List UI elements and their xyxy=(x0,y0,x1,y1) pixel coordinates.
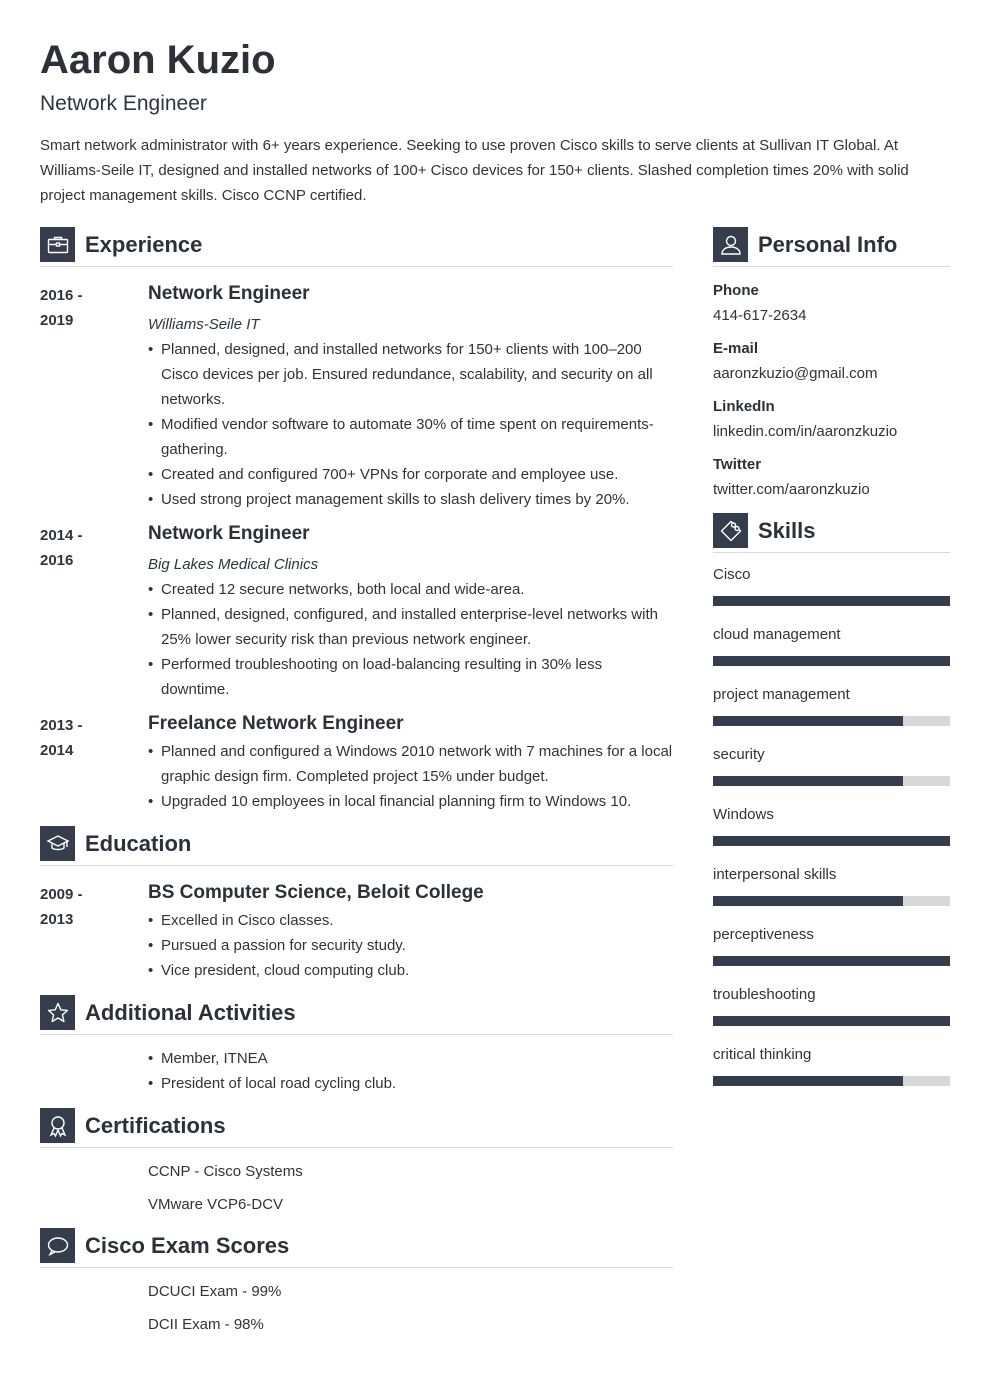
skill-name: interpersonal skills xyxy=(713,866,837,883)
skill-item xyxy=(713,1045,950,1086)
email-value: aaronzkuzio@gmail.com xyxy=(713,365,878,382)
activities-bullets xyxy=(148,1046,673,1096)
skill-level-bar xyxy=(713,776,950,786)
person-icon xyxy=(713,227,748,262)
skill-item xyxy=(713,805,950,846)
job-entry xyxy=(40,713,673,814)
certifications-header xyxy=(40,1108,673,1148)
list-item: • Performed troubleshooting on load-balancing resulting in 30% less downtime. xyxy=(148,652,673,702)
email-label: E-mail xyxy=(713,340,759,357)
list-item: • Upgraded 10 employees in local financial planning firm to Windows 10. xyxy=(148,789,673,814)
skill-name: Cisco xyxy=(713,566,751,583)
candidate-name: Aaron Kuzio xyxy=(40,38,276,82)
exam-scores-header xyxy=(40,1228,673,1268)
right-column xyxy=(713,227,950,1086)
skill-level-fill xyxy=(713,1076,903,1086)
skill-item xyxy=(713,865,950,906)
skill-level-fill xyxy=(713,776,903,786)
list-item: • President of local road cycling club. xyxy=(148,1071,673,1096)
experience-heading: Experience xyxy=(85,231,203,257)
skill-level-fill xyxy=(713,896,903,906)
skill-item xyxy=(713,565,950,606)
skill-level-bar xyxy=(713,1016,950,1026)
skill-name: troubleshooting xyxy=(713,986,816,1003)
skills-list xyxy=(713,565,950,1086)
list-item: • Pursued a passion for security study. xyxy=(148,933,673,958)
personal-info-heading: Personal Info xyxy=(758,231,898,257)
education-date: 2009 - 2013 xyxy=(40,886,83,928)
skill-level-bar xyxy=(713,656,950,666)
skill-level-bar xyxy=(713,1076,950,1086)
list-item: • Created and configured 700+ VPNs for corporate and employee use. xyxy=(148,462,673,487)
job-entry xyxy=(40,283,673,512)
graduation-cap-icon xyxy=(40,826,75,861)
skill-level-fill xyxy=(713,836,950,846)
job-bullets xyxy=(148,577,673,702)
skill-name: project management xyxy=(713,686,850,703)
linkedin-label: LinkedIn xyxy=(713,398,775,415)
twitter-value: twitter.com/aaronzkuzio xyxy=(713,481,870,498)
skill-level-fill xyxy=(713,1016,950,1026)
briefcase-icon xyxy=(40,227,75,262)
speech-bubble-icon xyxy=(40,1228,75,1263)
job-bullets xyxy=(148,337,673,512)
candidate-title: Network Engineer xyxy=(40,92,207,115)
skill-item xyxy=(713,925,950,966)
skill-item xyxy=(713,625,950,666)
job-date: 2016 - 2019 xyxy=(40,287,83,329)
skill-level-fill xyxy=(713,596,950,606)
exam-score-item: DCII Exam - 98% xyxy=(148,1316,264,1333)
award-ribbon-icon xyxy=(40,1108,75,1143)
list-item: • Planned, designed, and installed networks for 150+ clients with 100–200 Cisco devices per job. Ensured redundance, scalability, and security on all networks. xyxy=(148,337,673,412)
skills-header xyxy=(713,513,950,553)
education-entry xyxy=(40,882,673,983)
certifications-heading: Certifications xyxy=(85,1112,226,1138)
list-item: • Member, ITNEA xyxy=(148,1046,673,1071)
skills-heading: Skills xyxy=(758,517,816,543)
list-item: • Excelled in Cisco classes. xyxy=(148,908,673,933)
list-item: • Planned, designed, configured, and installed enterprise-level networks with 25% lower security risk than previous network engineer. xyxy=(148,602,673,652)
skill-item xyxy=(713,685,950,726)
certification-item: VMware VCP6-DCV xyxy=(148,1196,284,1213)
exam-score-item: DCUCI Exam - 99% xyxy=(148,1283,282,1300)
list-item: • Vice president, cloud computing club. xyxy=(148,958,673,983)
personal-info-header xyxy=(713,227,950,267)
activities-header xyxy=(40,995,673,1035)
job-entry xyxy=(40,523,673,702)
activities-heading: Additional Activities xyxy=(85,999,296,1025)
puzzle-icon xyxy=(713,513,748,548)
job-bullets xyxy=(148,739,673,814)
left-column xyxy=(40,227,673,1337)
experience-header xyxy=(40,227,673,267)
job-title: Network Engineer xyxy=(148,283,310,304)
skill-name: critical thinking xyxy=(713,1046,812,1063)
phone-label: Phone xyxy=(713,282,759,299)
skill-name: security xyxy=(713,746,765,763)
list-item: • Used strong project management skills to slash delivery times by 20%. xyxy=(148,487,673,512)
skill-level-bar xyxy=(713,896,950,906)
linkedin-value: linkedin.com/in/aaronzkuzio xyxy=(713,423,898,440)
skill-level-bar xyxy=(713,956,950,966)
job-title: Network Engineer xyxy=(148,523,310,544)
education-bullets xyxy=(148,908,673,983)
skill-level-bar xyxy=(713,836,950,846)
job-company: Big Lakes Medical Clinics xyxy=(148,556,319,573)
skill-item xyxy=(713,985,950,1026)
list-item: • Planned and configured a Windows 2010 network with 7 machines for a local graphic design firm. Completed project 15% under budget. xyxy=(148,739,673,789)
job-title: Freelance Network Engineer xyxy=(148,713,404,734)
phone-value: 414-617-2634 xyxy=(713,307,807,324)
skill-level-bar xyxy=(713,716,950,726)
skill-level-fill xyxy=(713,656,950,666)
degree-title: BS Computer Science, Beloit College xyxy=(148,882,484,903)
exam-scores-heading: Cisco Exam Scores xyxy=(85,1232,290,1258)
skill-item xyxy=(713,745,950,786)
summary: Smart network administrator with 6+ years experience. Seeking to use proven Cisco skills to serve clients at Sullivan IT Global. At Williams-Seile IT, designed and installed networks of 100+ Cisco devices for 150+ clients. Slashed completion times 20% with solid project management skills. Cisco CCNP certified. xyxy=(40,137,909,204)
skill-level-bar xyxy=(713,596,950,606)
education-heading: Education xyxy=(85,830,192,856)
job-date: 2013 - 2014 xyxy=(40,717,83,759)
certification-item: CCNP - Cisco Systems xyxy=(148,1163,303,1180)
skill-level-fill xyxy=(713,956,950,966)
personal-info-list xyxy=(713,281,950,500)
twitter-label: Twitter xyxy=(713,456,762,473)
job-company: Williams-Seile IT xyxy=(148,316,260,333)
skill-level-fill xyxy=(713,716,903,726)
list-item: • Modified vendor software to automate 30% of time spent on requirements-gathering. xyxy=(148,412,673,462)
education-header xyxy=(40,826,673,866)
list-item: • Created 12 secure networks, both local and wide-area. xyxy=(148,577,673,602)
star-icon xyxy=(40,995,75,1030)
skill-name: cloud management xyxy=(713,626,841,643)
skill-name: Windows xyxy=(713,806,774,823)
job-date: 2014 - 2016 xyxy=(40,527,83,569)
skill-name: perceptiveness xyxy=(713,926,814,943)
